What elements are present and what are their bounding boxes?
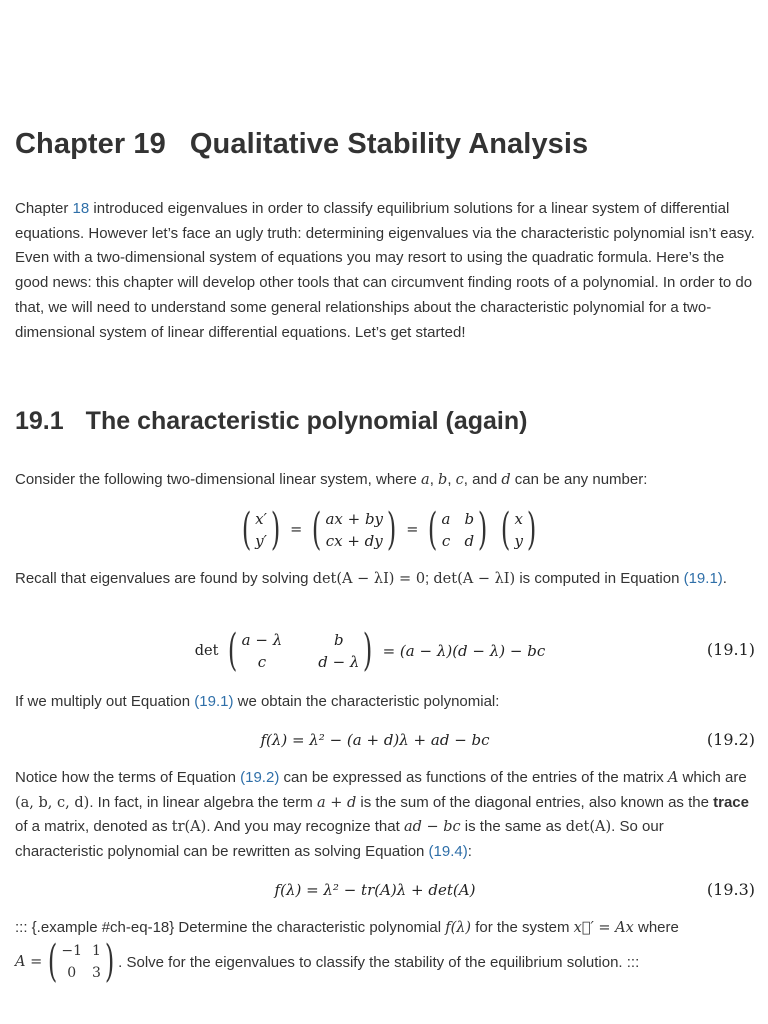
section-number: 19.1 — [15, 407, 64, 435]
system-intro-paragraph — [15, 468, 755, 493]
matrix-label: A = — [15, 954, 43, 970]
vec-entry: y — [514, 532, 523, 550]
det-operator: det — [194, 643, 219, 659]
p3-text-1: If we multiply out Equation — [15, 693, 195, 710]
multiply-out-paragraph — [15, 690, 755, 715]
trace-det-paragraph — [15, 766, 755, 865]
mid-entry: ax + by — [325, 510, 384, 528]
math-inline: f(λ) — [445, 920, 472, 936]
example-paragraph — [15, 916, 755, 941]
intro-text-1: Chapter — [15, 200, 73, 217]
equation-number: (19.2) — [706, 730, 755, 749]
math-inline: (a, b, c, d) — [15, 794, 90, 811]
matrix-entry: b — [334, 631, 344, 649]
equals-sign: = — [290, 522, 303, 538]
equation-19-2-link[interactable]: (19.2) — [240, 769, 280, 786]
equation-expression: f(λ) = λ² − (a + d)λ + ad − bc — [260, 731, 490, 749]
math-inline: ad − bc — [403, 819, 461, 836]
p5-text: ::: {.example #ch-eq-18} Determine the characteristic polynomial — [15, 919, 446, 936]
equation-number: (19.1) — [706, 640, 755, 659]
p4-text: which are — [678, 769, 747, 786]
matrix-entry: a − λ — [241, 631, 283, 649]
trace-term: trace — [713, 793, 749, 811]
p1-and: , and — [463, 471, 502, 488]
p4-text: can be expressed as functions of the entries of the matrix — [279, 769, 668, 786]
matrix-entry: c — [257, 653, 267, 671]
p1-comma-1: , — [429, 471, 439, 488]
equation-19-1-link[interactable]: (19.1) — [194, 693, 234, 710]
matrix-entry: c — [441, 532, 451, 550]
var-a: a — [421, 472, 430, 488]
chapter-number: Chapter 19 — [15, 128, 166, 160]
matrix-entry: b — [464, 510, 475, 528]
p2-text-2: ; — [425, 570, 434, 587]
p4-text: of a matrix, denoted as — [15, 818, 172, 836]
p5-text: for the system — [471, 919, 574, 936]
chapter-18-link[interactable]: 18 — [72, 200, 90, 217]
var-c: c — [455, 472, 464, 488]
example-matrix-line — [15, 936, 755, 987]
matrix-entry: 1 — [92, 943, 101, 959]
p1-comma-2: , — [447, 471, 456, 488]
matrix-entry: d — [464, 532, 475, 550]
p2-text-4: . — [722, 570, 727, 587]
p3-text-2: we obtain the characteristic polynomial: — [233, 693, 500, 710]
p1-text-1: Consider the following two-dimensional linear system, where — [15, 471, 422, 488]
p4-text: . So our characteristic polynomial can be rewritten as solving Equation — [15, 818, 664, 861]
matrix-entry: 3 — [92, 965, 101, 981]
equals-sign: = — [406, 522, 419, 538]
mid-vector: ( ax + by cx + dy ) — [312, 504, 397, 555]
xy-vector: ( x y ) — [501, 504, 537, 555]
lhs-entry: y′ — [255, 532, 267, 550]
math-inline: det(A) — [565, 819, 612, 836]
matrix-entry: d − λ — [318, 653, 360, 671]
p4-text: is the sum of the diagonal entries, also known as the — [356, 793, 714, 811]
p2-text-1: Recall that eigenvalues are found by solving — [15, 570, 313, 587]
coefficient-matrix: ( a b c d ) — [428, 504, 488, 555]
p4-text: is the same as — [460, 818, 566, 836]
example-matrix: ( −1 1 0 3 ) — [48, 936, 115, 987]
equation-19-3 — [15, 878, 755, 902]
matrix-entry: −1 — [61, 943, 83, 959]
equation-19-1-link[interactable]: (19.1) — [683, 570, 723, 587]
matrix-entry: 0 — [67, 965, 77, 981]
system-equation — [15, 506, 755, 554]
equation-19-2 — [15, 728, 755, 752]
var-b: b — [438, 472, 448, 488]
vec-entry: x — [514, 510, 523, 528]
p4-text: : — [467, 843, 472, 861]
equation-expression: f(λ) = λ² − tr(A)λ + det(A) — [274, 881, 476, 899]
math-inline: x⃗′ = Ax — [573, 920, 634, 936]
lhs-vector: ( x′ y′ ) — [241, 504, 281, 555]
det-equation-inline: det(A − λI) = 0 — [312, 571, 426, 587]
det-expression-inline: det(A − λI) — [433, 571, 516, 587]
p4-text: . And you may recognize that — [206, 818, 404, 836]
var-d: d — [501, 472, 511, 488]
equation-19-1 — [15, 626, 755, 676]
math-inline: tr(A) — [171, 819, 207, 836]
p4-text: . In fact, in linear algebra the term — [89, 793, 317, 811]
section-title-text: The characteristic polynomial (again) — [85, 407, 528, 435]
math-inline: A — [667, 770, 679, 786]
equation-rhs: = (a − λ)(d − λ) − bc — [382, 642, 546, 660]
chapter-title — [15, 128, 588, 161]
math-inline: a + d — [316, 794, 357, 811]
eigenvalue-recall-paragraph — [15, 567, 755, 592]
section-title — [15, 407, 527, 436]
p1-text-2: can be any number: — [510, 471, 648, 488]
matrix-entry: a — [441, 510, 451, 528]
chapter-title-text: Qualitative Stability Analysis — [189, 128, 589, 160]
mid-entry: cx + dy — [325, 532, 383, 550]
p4-text: Notice how the terms of Equation — [15, 769, 241, 786]
lhs-entry: x′ — [255, 510, 267, 528]
p5-text: . Solve for the eigenvalues to classify the stability of the equilibrium solution. ::: — [118, 953, 640, 971]
equation-number: (19.3) — [706, 880, 755, 899]
p5-text: where — [633, 919, 679, 936]
chapter-intro-paragraph — [15, 197, 755, 345]
det-matrix: ( a − λ b c d − λ ) — [228, 625, 373, 676]
p2-text-3: is computed in Equation — [515, 570, 684, 587]
intro-text-2: introduced eigenvalues in order to classify equilibrium solutions for a linear system of differential equations. However let’s face an ugly truth: determining eigenvalues via the characteristic polynomial isn’t easy. Even with a two-dimensional system of equations you may resort to using the quadratic formula. Here’s the good news: this chapter will develop other tools that can circumvent finding roots of a polynomial. In order to do that, we will need to understand some general relationships about the characteristic polynomial for a two-dimensional system of linear differential equations. Let’s get started! — [15, 200, 755, 341]
equation-19-4-link[interactable]: (19.4) — [428, 843, 468, 861]
